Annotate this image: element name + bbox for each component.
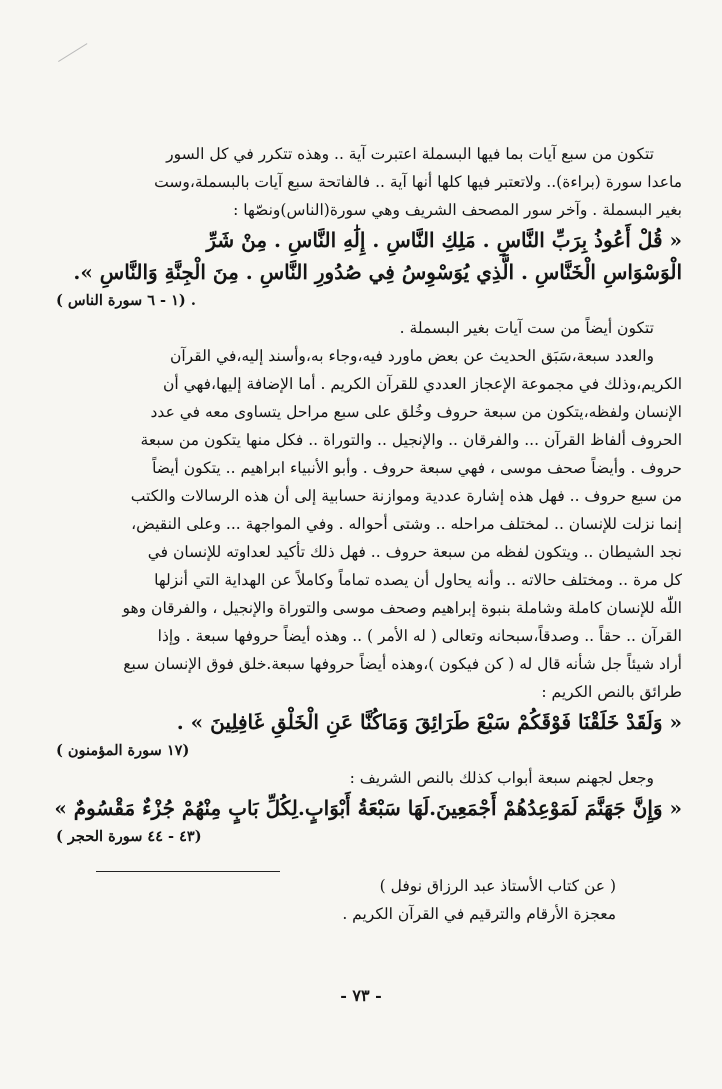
verse-reference: (٤٣ - ٤٤ سورة الحجر ) (56, 828, 202, 845)
footnote-line: ( عن كتاب الأستاذ عبد الرزاق نوفل ) (379, 877, 616, 895)
text-line: طرائق بالنص الكريم : (541, 683, 682, 701)
text-line: كل مرة .. ومختلف حالاته .. وأنه يحاول أن يصده تماماً وكاملاً عن الهداية التي أنزلها (154, 571, 682, 589)
text-line: الكريم،وذلك في مجموعة الإعجاز العددي للقرآن الكريم . أما الإضافة إليها،فهي أن (162, 375, 682, 393)
verse-reference: (١٧ سورة المؤمنون ) (56, 742, 190, 759)
text-line: أراد شيئاً جل شأنه قال له ( كن فيكون )،وهذه أيضاً حروفها سبعة.خلق فوق الإنسان سبع (123, 655, 682, 673)
page-number: - ٧٣ - (340, 986, 382, 1005)
text-line: تتكون أيضاً من ست آيات بغير البسملة . (399, 319, 654, 337)
text-line: ماعدا سورة (براءة).. ولاتعتبر فيها كلها أنها آية .. فالفاتحة سبع آيات بالبسملة،وست (154, 173, 682, 191)
text-line: وجعل لجهنم سبعة أبواب كذلك بالنص الشريف : (349, 769, 654, 787)
quran-verse: الْوَسْوَاسِ الْخَنَّاسِ . الَّذِي يُوَسْوِسُ فِي صُدُورِ النَّاسِ . مِنَ الْجِنَّةِ وَالنَّاسِ ». (73, 260, 682, 284)
footnotes (96, 872, 616, 928)
text-line: اللّٰه للإنسان كاملة وشاملة بنبوة إبراهيم وصحف موسى والتوراة والإنجيل ، والفرقان وهو (122, 599, 682, 617)
text-line: تتكون من سبع آيات بما فيها البسملة اعتبرت آية .. وهذه تتكرر في كل السور (166, 145, 654, 163)
text-line: الإنسان ولفظه،يتكون من سبعة حروف وخُلق على سبع مراحل يتساوى معه في عدد (150, 403, 682, 421)
text-line: حروف . وأيضاً صحف موسى ، فهي سبعة حروف . وأبو الأنبياء ابراهيم .. يتكون أيضاً (152, 459, 682, 477)
quran-verse: « وَلَقَدْ خَلَقْنَا فَوْقَكُمْ سَبْعَ طَرَائِقَ وَمَاكُنَّا عَنِ الْخَلْقِ غَافِلِينَ » . (176, 710, 682, 734)
quran-verse: « وَإِنَّ جَهَنَّمَ لَمَوْعِدُهُمْ أَجْمَعِينَ.لَهَا سَبْعَةُ أَبْوَابٍ.لِكُلِّ بَابٍ مِنْهُمْ جُزْءٌ مَقْسُومٌ » (54, 796, 682, 820)
text-line: القرآن .. حقاً .. وصدقاً،سبحانه وتعالى ( له الأمر ) .. وهذه أيضاً حروفها سبعة . وإذا (157, 627, 682, 645)
text-line: الحروف ألفاظ القرآن ... والفرقان .. والإنجيل .. والتوراة .. فكل منها يتكون من سبعة (140, 431, 682, 449)
text-line: بغير البسملة . وآخر سور المصحف الشريف وهي سورة(الناس)ونصّها : (233, 201, 682, 219)
text-line: نجد الشيطان .. ويتكون لفظه من سبعة حروف .. فهل ذلك تأكيد لعداوته للإنسان في (147, 543, 682, 561)
page-body (46, 140, 682, 850)
verse-reference: . (١ - ٦ سورة الناس ) (56, 292, 196, 309)
quran-verse: « قُلْ أَعُوذُ بِرَبِّ النَّاسِ . مَلِكِ النَّاسِ . إِلَٰهِ النَّاسِ . مِنْ شَرِّ (206, 228, 682, 252)
footnote-line: معجزة الأرقام والترقيم في القرآن الكريم . (342, 905, 616, 923)
scan-mark (58, 43, 88, 63)
text-line: إنما نزلت للإنسان .. لمختلف مراحله .. وشتى أحواله . وفي المواجهة ... وعلى النقيض، (131, 515, 682, 533)
text-line: والعدد سبعة،سَبَق الحديث عن بعض ماورد فيه،وجاء به،وأسند إليه،في القرآن (169, 347, 654, 365)
text-line: من سبع حروف .. فهل هذه إشارة عددية وموازنة حسابية إلى أن هذه الرسالات والكتب (130, 487, 682, 505)
